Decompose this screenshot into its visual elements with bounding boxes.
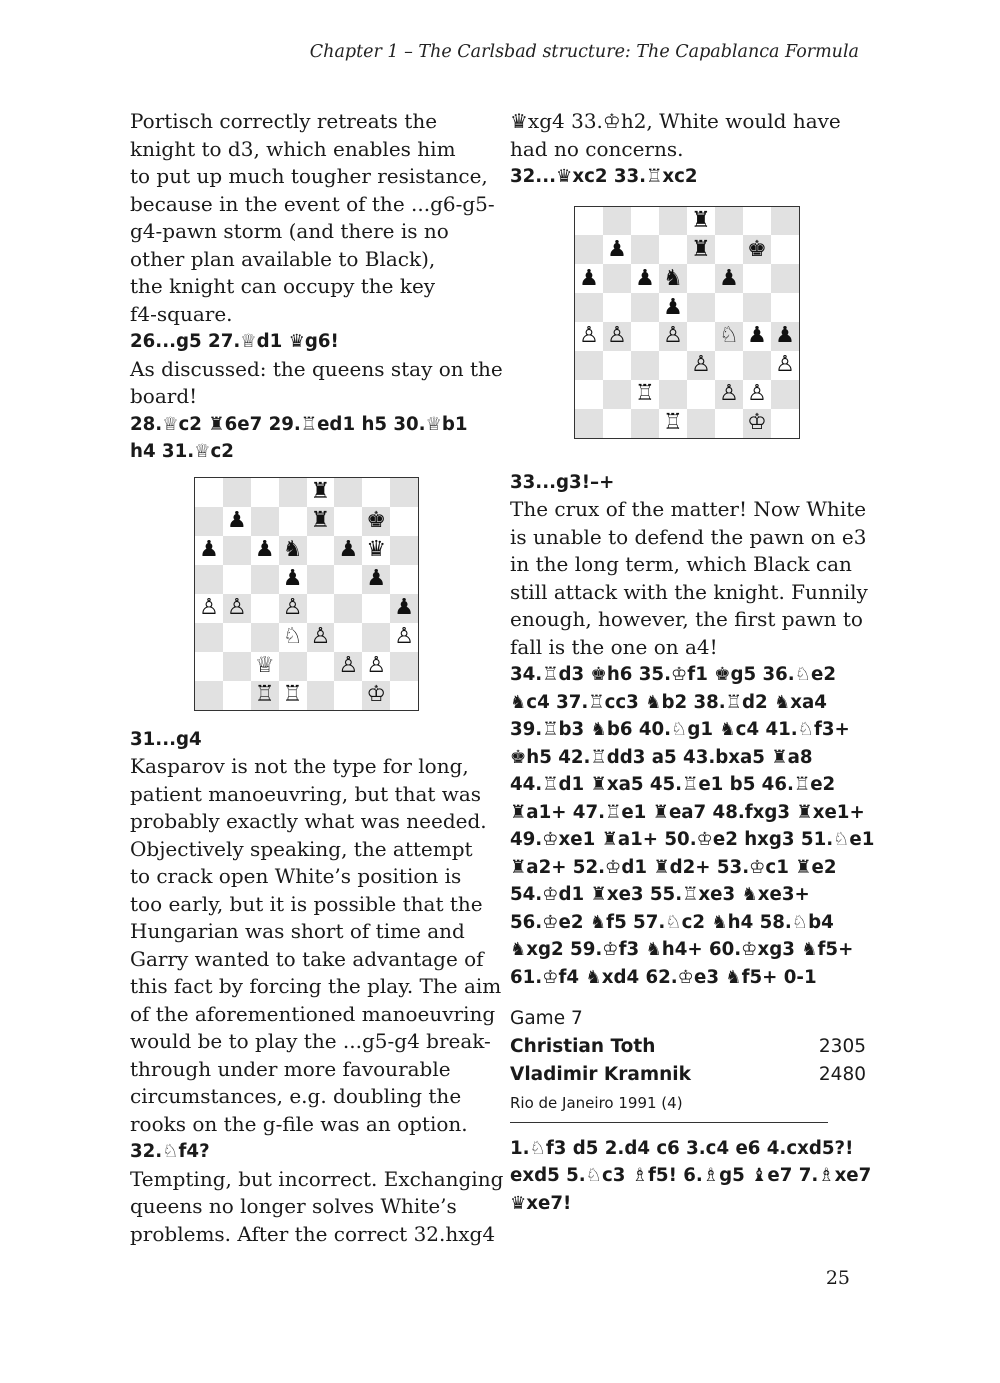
square-a8 [575, 207, 603, 236]
square-f3 [715, 351, 743, 380]
text-line: the knight can occupy the key [130, 274, 436, 298]
square-b7: ♟ [603, 235, 631, 264]
move-line: 61.♔f4 ♞xd4 62.♔e3 ♞f5+ 0-1 [510, 966, 817, 988]
text-line: probably exactly what was needed. [130, 809, 487, 833]
square-h5 [771, 293, 799, 322]
paragraph [130, 1166, 504, 1249]
text-line: Garry wanted to take advantage of [130, 946, 484, 971]
paragraph [130, 753, 502, 1138]
text-line: of the aforementioned manoeuvring [130, 1001, 496, 1026]
text-line: knight to d3, which enables him [130, 136, 456, 161]
square-h6 [390, 536, 418, 565]
move-sequence [510, 163, 866, 191]
text-line: would be to play the ...g5-g4 break- [130, 1029, 491, 1053]
square-h3: ♙ [771, 351, 799, 380]
square-b1 [603, 409, 631, 438]
square-h5 [390, 565, 418, 594]
black-player-row [510, 1061, 866, 1089]
paragraph [510, 108, 866, 163]
square-d6: ♞ [659, 264, 687, 293]
square-g3 [743, 351, 771, 380]
square-g7: ♚ [743, 235, 771, 264]
square-g2: ♙ [362, 652, 390, 681]
text-line: rooks on the g-file was an option. [130, 1111, 468, 1136]
square-a6: ♟ [195, 536, 223, 565]
text-line: because in the event of the ...g6-g5- [130, 191, 495, 216]
square-h4: ♟ [771, 322, 799, 351]
white-player-row [510, 1033, 866, 1061]
paragraph [510, 496, 866, 661]
move-line: 39.♖b3 ♞b6 40.♘g1 ♞c4 41.♘f3+ [510, 719, 850, 740]
text-line: Kasparov is not the type for long, [130, 754, 469, 778]
square-b2 [603, 380, 631, 409]
move-sequence [130, 1138, 488, 1166]
square-c5 [251, 565, 279, 594]
square-d1: ♖ [279, 681, 307, 710]
square-h2 [390, 652, 418, 681]
text-line: enough, however, the first pawn to [510, 607, 863, 631]
black-player-rating: 2480 [818, 1063, 866, 1085]
square-e1 [307, 681, 335, 710]
square-h6 [771, 264, 799, 293]
square-g5 [743, 293, 771, 322]
square-c6: ♟ [251, 536, 279, 565]
black-player-name: Vladimir Kramnik [510, 1063, 691, 1085]
square-e8: ♜ [687, 207, 715, 236]
square-g1: ♔ [362, 681, 390, 710]
square-h8 [771, 207, 799, 236]
square-h8 [390, 478, 418, 507]
square-d2 [659, 380, 687, 409]
square-b5 [223, 565, 251, 594]
square-a3 [195, 623, 223, 652]
square-a7 [575, 235, 603, 264]
square-b1 [223, 681, 251, 710]
square-c1 [631, 409, 659, 438]
move-line: ♞c4 37.♖cc3 ♞b2 38.♖d2 ♞xa4 [510, 691, 827, 713]
square-f7 [334, 507, 362, 536]
square-g6: ♛ [362, 536, 390, 565]
text-line: this fact by forcing the play. The aim [130, 974, 502, 998]
text-line: to put up much tougher resistance, [130, 164, 488, 188]
square-a2 [195, 652, 223, 681]
square-a2 [575, 380, 603, 409]
square-e4 [307, 594, 335, 623]
square-a4: ♙ [195, 594, 223, 623]
move-line: ♚h5 42.♖dd3 a5 43.bxa5 ♜a8 [510, 746, 813, 768]
text-line: circumstances, e.g. doubling the [130, 1084, 462, 1108]
square-a5 [575, 293, 603, 322]
text-line: Objectively speaking, the attempt [130, 836, 473, 861]
square-g8 [362, 478, 390, 507]
square-g4: ♟ [743, 322, 771, 351]
square-f2: ♙ [715, 380, 743, 409]
text-line: too early, but it is possible that the [130, 891, 483, 916]
move-line: 31...g4 [130, 728, 202, 750]
text-line: f4-square. [130, 301, 233, 326]
square-h1 [390, 681, 418, 710]
move-line: 44.♖d1 ♜xa5 45.♖e1 b5 46.♖e2 [510, 774, 836, 795]
move-line: 49.♔xe1 ♜a1+ 50.♔e2 hxg3 51.♘e1 [510, 829, 875, 850]
move-line: ♛xe7! [510, 1192, 572, 1214]
square-e4 [687, 322, 715, 351]
square-e7: ♜ [687, 235, 715, 264]
square-c8 [251, 478, 279, 507]
game-venue: Rio de Janeiro 1991 (4) [510, 1093, 683, 1112]
square-b8 [223, 478, 251, 507]
move-sequence [130, 328, 488, 356]
square-e6 [687, 264, 715, 293]
text-line: is unable to defend the pawn on e3 [510, 524, 867, 549]
text-line: The crux of the matter! Now White [510, 497, 867, 521]
square-b3 [603, 351, 631, 380]
square-c7 [251, 507, 279, 536]
square-b6 [603, 264, 631, 293]
square-e3: ♙ [687, 351, 715, 380]
square-d4: ♙ [279, 594, 307, 623]
square-f1 [334, 681, 362, 710]
move-sequence [130, 726, 488, 754]
move-line: 56.♔e2 ♞f5 57.♘c2 ♞h4 58.♘b4 [510, 911, 834, 933]
chess-diagram [574, 206, 800, 439]
square-d7 [279, 507, 307, 536]
square-f1 [715, 409, 743, 438]
square-f4 [334, 594, 362, 623]
text-line: Tempting, but incorrect. Exchanging [130, 1166, 504, 1191]
square-b3 [223, 623, 251, 652]
square-c7 [631, 235, 659, 264]
square-b7: ♟ [223, 507, 251, 536]
move-sequence [510, 469, 866, 497]
text-line: As discussed: the queens stay on the [130, 356, 503, 381]
square-f7 [715, 235, 743, 264]
move-line: 32...♛xc2 33.♖xc2 [510, 166, 698, 187]
square-c3 [251, 623, 279, 652]
square-b6 [223, 536, 251, 565]
square-d3: ♘ [279, 623, 307, 652]
square-a5 [195, 565, 223, 594]
text-line: had no concerns. [510, 136, 684, 161]
chess-diagram [194, 477, 419, 711]
text-line: problems. After the correct 32.hxg4 [130, 1221, 496, 1246]
move-sequence [130, 411, 488, 466]
square-c4 [631, 322, 659, 351]
square-c8 [631, 207, 659, 236]
square-d4: ♙ [659, 322, 687, 351]
square-e5 [687, 293, 715, 322]
square-c4 [251, 594, 279, 623]
text-line: queens no longer solves White’s [130, 1194, 457, 1218]
square-d2 [279, 652, 307, 681]
text-line: other plan available to Black), [130, 246, 436, 271]
square-d5: ♟ [279, 565, 307, 594]
square-h7 [771, 235, 799, 264]
text-line: Hungarian was short of time and [130, 919, 465, 943]
square-g4 [362, 594, 390, 623]
paragraph [130, 108, 495, 328]
square-g8 [743, 207, 771, 236]
square-e7: ♜ [307, 507, 335, 536]
square-a8 [195, 478, 223, 507]
square-f3 [334, 623, 362, 652]
paragraph [130, 356, 503, 411]
text-line: Portisch correctly retreats the [130, 109, 438, 133]
square-a6: ♟ [575, 264, 603, 293]
square-h4: ♟ [390, 594, 418, 623]
text-line: still attack with the knight. Funnily [510, 579, 868, 604]
square-a7 [195, 507, 223, 536]
move-line: ♜a2+ 52.♔d1 ♜d2+ 53.♔c1 ♜e2 [510, 856, 837, 878]
square-d8 [659, 207, 687, 236]
move-sequence [510, 661, 875, 991]
square-h2 [771, 380, 799, 409]
square-c3 [631, 351, 659, 380]
square-g3 [362, 623, 390, 652]
text-line: patient manoeuvring, but that was [130, 781, 482, 806]
square-e3: ♙ [307, 623, 335, 652]
text-line: ♛xg4 33.♔h2, White would have [510, 109, 841, 133]
square-f8 [715, 207, 743, 236]
move-line: 34.♖d3 ♚h6 35.♔f1 ♚g5 36.♘e2 [510, 664, 837, 685]
move-line: ♜a1+ 47.♖e1 ♜ea7 48.fxg3 ♜xe1+ [510, 801, 865, 823]
square-c2: ♖ [631, 380, 659, 409]
square-h1 [771, 409, 799, 438]
square-d6: ♞ [279, 536, 307, 565]
square-g7: ♚ [362, 507, 390, 536]
move-sequence [510, 1135, 872, 1218]
right-column [510, 108, 875, 1217]
square-f6: ♟ [715, 264, 743, 293]
square-b2 [223, 652, 251, 681]
move-line: 1.♘f3 d5 2.d4 c6 3.c4 e6 4.cxd5?! [510, 1137, 854, 1159]
left-column [130, 108, 504, 1248]
move-line: h4 31.♕c2 [130, 441, 234, 462]
text-line: g4-pawn storm (and there is no [130, 219, 449, 243]
square-a4: ♙ [575, 322, 603, 351]
white-player-rating: 2305 [818, 1035, 866, 1057]
square-a1 [575, 409, 603, 438]
text-line: in the long term, which Black can [510, 552, 852, 576]
square-d3 [659, 351, 687, 380]
move-line: ♞xg2 59.♔f3 ♞h4+ 60.♔xg3 ♞f5+ [510, 939, 854, 960]
square-b4: ♙ [603, 322, 631, 351]
text-line: board! [130, 384, 198, 408]
move-line: 33...g3!–+ [510, 471, 615, 493]
square-b8 [603, 207, 631, 236]
square-d7 [659, 235, 687, 264]
square-e6 [307, 536, 335, 565]
square-h7 [390, 507, 418, 536]
square-f8 [334, 478, 362, 507]
move-line: 32.♘f4? [130, 1141, 210, 1162]
move-line: exd5 5.♘c3 ♗f5! 6.♗g5 ♝e7 7.♗xe7 [510, 1165, 872, 1186]
square-e2 [307, 652, 335, 681]
square-d8 [279, 478, 307, 507]
square-f2: ♙ [334, 652, 362, 681]
square-a3 [575, 351, 603, 380]
square-f6: ♟ [334, 536, 362, 565]
square-d5: ♟ [659, 293, 687, 322]
square-a1 [195, 681, 223, 710]
move-line: 54.♔d1 ♜xe3 55.♖xe3 ♞xe3+ [510, 884, 810, 905]
text-line: through under more favourable [130, 1056, 451, 1081]
divider [510, 1122, 828, 1123]
square-e1 [687, 409, 715, 438]
square-f5 [334, 565, 362, 594]
square-f4: ♘ [715, 322, 743, 351]
text-line: fall is the one on a4! [510, 634, 718, 659]
square-g5: ♟ [362, 565, 390, 594]
square-b5 [603, 293, 631, 322]
square-c1: ♖ [251, 681, 279, 710]
square-g1: ♔ [743, 409, 771, 438]
move-line: 28.♕c2 ♜6e7 29.♖ed1 h5 30.♕b1 [130, 413, 468, 435]
square-c2: ♕ [251, 652, 279, 681]
square-e2 [687, 380, 715, 409]
page-number: 25 [825, 1267, 850, 1289]
square-d1: ♖ [659, 409, 687, 438]
square-g2: ♙ [743, 380, 771, 409]
running-head: Chapter 1 – The Carlsbad structure: The Capablanca Formula [309, 42, 859, 62]
square-b4: ♙ [223, 594, 251, 623]
white-player-name: Christian Toth [510, 1035, 656, 1057]
square-c6: ♟ [631, 264, 659, 293]
square-f5 [715, 293, 743, 322]
square-e5 [307, 565, 335, 594]
move-line: 26...g5 27.♕d1 ♛g6! [130, 331, 339, 352]
square-c5 [631, 293, 659, 322]
square-g6 [743, 264, 771, 293]
square-h3: ♙ [390, 623, 418, 652]
text-line: to crack open White’s position is [130, 864, 462, 888]
square-e8: ♜ [307, 478, 335, 507]
game-label: Game 7 [510, 1008, 583, 1029]
